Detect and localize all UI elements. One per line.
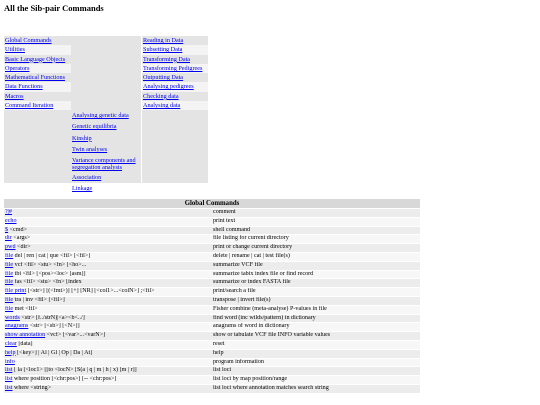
command-syntax-cell bbox=[4, 209, 212, 218]
command-syntax-cell bbox=[4, 296, 212, 305]
table-row bbox=[4, 235, 420, 244]
index-link-subsetting-data[interactable]: Subsetting Data bbox=[142, 45, 208, 54]
command-description: list loci where annotation matches search string bbox=[212, 384, 420, 393]
command-link[interactable]: pwd bbox=[5, 244, 16, 251]
index-link-mathematical-functions[interactable]: Mathematical Functions bbox=[4, 73, 71, 82]
index-link-command-iteration[interactable]: Command Iteration bbox=[4, 101, 71, 110]
table-row bbox=[4, 332, 420, 341]
command-description: print or change current directory bbox=[212, 244, 420, 253]
global-commands-body bbox=[4, 209, 420, 394]
index-link-utilities[interactable]: Utilities bbox=[4, 45, 71, 54]
command-link[interactable]: help bbox=[5, 349, 16, 356]
command-description: shell command bbox=[212, 226, 420, 235]
index-column-analysis-subsections bbox=[71, 111, 143, 195]
command-description: Fisher combine (meta-analyse) P-values in file bbox=[212, 305, 420, 314]
page-title: All the Sib-pair Commands bbox=[4, 3, 104, 13]
table-row bbox=[4, 252, 420, 261]
index-filler-bottom-left bbox=[4, 110, 71, 183]
command-link[interactable]: file bbox=[5, 279, 14, 286]
command-link[interactable]: list bbox=[5, 376, 13, 383]
command-arguments: fas <fil> <stu> <fn> [index bbox=[13, 279, 82, 286]
command-syntax-cell bbox=[4, 252, 212, 261]
command-arguments: <str> [<sb>] [<N>]] bbox=[28, 323, 80, 330]
command-syntax-cell bbox=[4, 235, 212, 244]
index-link-macros[interactable]: Macros bbox=[4, 92, 71, 101]
index-link-reading-in-data[interactable]: Reading in Data bbox=[142, 36, 208, 45]
command-arguments: [ la [<loc1> [[to <locN> [S(a | q | m | h | x) [m | r]] bbox=[12, 367, 137, 374]
command-syntax-cell bbox=[4, 279, 212, 288]
command-syntax-cell bbox=[4, 358, 212, 367]
table-row bbox=[4, 305, 420, 314]
command-description: help bbox=[212, 349, 420, 358]
index-link-analysing-genetic-data[interactable]: Analysing genetic data bbox=[72, 112, 129, 119]
command-link[interactable]: dir bbox=[5, 235, 12, 242]
command-syntax-cell bbox=[4, 217, 212, 226]
table-row bbox=[4, 314, 420, 323]
command-link[interactable]: $ bbox=[5, 226, 9, 233]
command-link[interactable]: file bbox=[5, 305, 14, 312]
command-link[interactable]: file bbox=[5, 270, 14, 277]
command-syntax-cell bbox=[4, 367, 212, 376]
command-description: summarize VCF file bbox=[212, 261, 420, 270]
index-link-analysing-pedigrees[interactable]: Analysing pedigrees bbox=[142, 82, 208, 91]
command-arguments: [<str>] [(<fmt>)] [+] [NR] [<col1>...<colN>] ;<fil> bbox=[26, 288, 155, 295]
table-row bbox=[4, 349, 420, 358]
index-link-linkage[interactable]: Linkage bbox=[72, 184, 93, 192]
command-link[interactable]: list bbox=[5, 367, 13, 374]
command-description: list loci bbox=[212, 367, 420, 376]
table-row bbox=[4, 209, 420, 218]
index-link-outputting-data[interactable]: Outputting Data bbox=[142, 73, 208, 82]
command-description: file listing for current directory bbox=[212, 235, 420, 244]
command-description: summarize or index FASTA file bbox=[212, 279, 420, 288]
command-syntax-cell bbox=[4, 261, 212, 270]
table-row bbox=[4, 226, 420, 235]
command-description: find word (inc wilds/pattern) in dictionary bbox=[212, 314, 420, 323]
command-description: print text bbox=[212, 217, 420, 226]
table-row bbox=[4, 261, 420, 270]
command-description: list loci by map position/range bbox=[212, 376, 420, 385]
index-link-variance-components[interactable]: Variance components and segregation analysis bbox=[72, 157, 136, 172]
table-row bbox=[4, 244, 420, 253]
command-link[interactable]: info bbox=[5, 358, 15, 365]
command-arguments: where position [<chr:pos>] [-- <chr:pos>] bbox=[12, 376, 117, 383]
command-description: print/search a file bbox=[212, 288, 420, 297]
index-link-checking-data[interactable]: Checking data bbox=[142, 92, 208, 101]
command-arguments: [<key>] | Al | Gl | Op | Da | At] bbox=[15, 349, 93, 356]
command-link[interactable]: show annotation bbox=[5, 332, 46, 339]
command-syntax-cell bbox=[4, 305, 212, 314]
command-arguments: vcf <fil> <stu> <fn> [<ho>... bbox=[13, 261, 87, 268]
table-row bbox=[4, 384, 420, 393]
command-description: transpose | invert file(s) bbox=[212, 296, 420, 305]
index-column-right bbox=[142, 36, 208, 110]
index-link-genetic-equilibria[interactable]: Genetic equilibria bbox=[72, 123, 117, 131]
command-description: summarize tabix index file or find record bbox=[212, 270, 420, 279]
command-link[interactable]: file print bbox=[5, 288, 27, 295]
command-syntax-cell bbox=[4, 340, 212, 349]
table-row bbox=[4, 217, 420, 226]
index-link-association[interactable]: Association bbox=[72, 173, 102, 181]
table-row bbox=[4, 296, 420, 305]
command-arguments: where <string> bbox=[12, 384, 52, 391]
index-link-kinship[interactable]: Kinship bbox=[72, 134, 92, 142]
command-arguments: <dir> bbox=[15, 244, 31, 251]
command-link[interactable]: words bbox=[5, 314, 20, 321]
index-link-analysing-data[interactable]: Analysing data bbox=[142, 101, 208, 110]
command-link[interactable]: file bbox=[5, 296, 14, 303]
command-arguments: <str> [f../strN)|<a><b<../] bbox=[19, 314, 85, 321]
command-link[interactable]: file bbox=[5, 252, 14, 259]
index-link-operators[interactable]: Operators bbox=[4, 64, 71, 73]
command-link[interactable]: anagrams bbox=[5, 323, 29, 330]
command-syntax-cell bbox=[4, 314, 212, 323]
command-syntax-cell bbox=[4, 226, 212, 235]
table-row bbox=[4, 367, 420, 376]
command-syntax-cell bbox=[4, 288, 212, 297]
command-arguments: [data] bbox=[16, 340, 33, 347]
command-link[interactable]: file bbox=[5, 261, 14, 268]
command-link[interactable]: echo bbox=[5, 217, 17, 224]
global-commands-header: Global Commands bbox=[4, 199, 420, 209]
command-link[interactable]: ?|# bbox=[5, 209, 12, 215]
table-row bbox=[4, 376, 420, 385]
index-link-transforming-data[interactable]: Transforming Data bbox=[142, 55, 208, 64]
command-description: program information bbox=[212, 358, 420, 367]
command-description: comment bbox=[212, 209, 420, 218]
command-syntax-cell bbox=[4, 384, 212, 393]
index-link-twin-analyses[interactable]: Twin analyses bbox=[72, 145, 108, 153]
command-description: show or tabulate VCF file INFO variable values bbox=[212, 332, 420, 341]
command-link[interactable]: clear bbox=[5, 340, 17, 347]
command-arguments: met <fil> bbox=[13, 305, 38, 312]
command-arguments: tbi <fil> [<pos><loc> [asm]] bbox=[13, 270, 86, 277]
command-arguments: <args> bbox=[11, 235, 31, 242]
command-arguments: tra | inv <fil> [<fil>] bbox=[13, 296, 65, 303]
index-column-left bbox=[4, 36, 71, 110]
index-link-global-commands[interactable]: Global Commands bbox=[4, 36, 71, 45]
table-row bbox=[4, 288, 420, 297]
table-row bbox=[4, 340, 420, 349]
command-description: anagrams of word in dictionary bbox=[212, 323, 420, 332]
command-arguments: <cmd> bbox=[8, 226, 27, 233]
command-arguments: del | ren | cat | que <fil> [<fil>] bbox=[13, 252, 91, 259]
index-link-transforming-pedigrees[interactable]: Transforming Pedigrees bbox=[142, 64, 208, 73]
command-syntax-cell bbox=[4, 270, 212, 279]
command-syntax-cell bbox=[4, 349, 212, 358]
index-link-data-functions[interactable]: Data Functions bbox=[4, 82, 71, 91]
command-description: delete | rename | cat | test file(s) bbox=[212, 252, 420, 261]
command-arguments: <vcf> [<var>...<varN>] bbox=[45, 332, 106, 339]
command-description: reset bbox=[212, 340, 420, 349]
command-syntax-cell bbox=[4, 332, 212, 341]
command-link[interactable]: list bbox=[5, 384, 13, 391]
global-commands-table bbox=[4, 199, 420, 394]
index-link-basic-language-objects[interactable]: Basic Language Objects bbox=[4, 55, 71, 64]
command-syntax-cell bbox=[4, 323, 212, 332]
table-row bbox=[4, 270, 420, 279]
command-syntax-cell bbox=[4, 376, 212, 385]
table-row bbox=[4, 358, 420, 367]
index-filler-bottom-right bbox=[142, 110, 208, 183]
command-syntax-cell bbox=[4, 244, 212, 253]
table-row bbox=[4, 279, 420, 288]
table-row bbox=[4, 323, 420, 332]
